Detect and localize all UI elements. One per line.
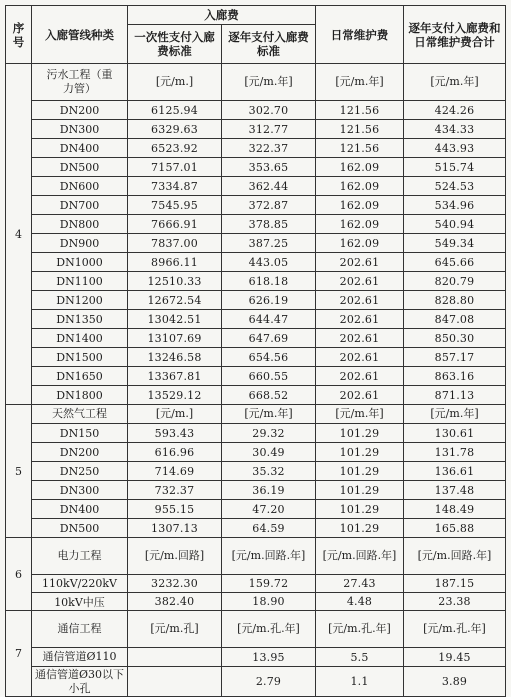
section-title-row [6,611,506,648]
maintenance-fee: 202.61 [316,329,404,348]
maintenance-fee: 202.61 [316,291,404,310]
total-fee: 137.48 [404,481,506,500]
annual-fee: 18.90 [222,593,316,611]
pipe-spec: DN150 [32,424,128,443]
annual-fee: 29.32 [222,424,316,443]
annual-fee: 644.47 [222,310,316,329]
table-row [6,386,506,405]
maintenance-fee: 162.09 [316,177,404,196]
one-time-fee: 13529.12 [128,386,222,405]
unit-label: [元/m.孔.年] [316,611,404,648]
header-one-time: 一次性支付入廊费标准 [128,25,222,64]
annual-fee: 443.05 [222,253,316,272]
annual-fee: 36.19 [222,481,316,500]
unit-label: [元/m.年] [404,405,506,424]
total-fee: 540.94 [404,215,506,234]
one-time-fee [128,667,222,697]
table-row [6,139,506,158]
one-time-fee: 955.15 [128,500,222,519]
annual-fee: 30.49 [222,443,316,462]
pipe-spec: DN1500 [32,348,128,367]
unit-label: [元/m.] [128,64,222,101]
one-time-fee: 8966.11 [128,253,222,272]
total-fee: 148.49 [404,500,506,519]
maintenance-fee: 101.29 [316,443,404,462]
annual-fee: 64.59 [222,519,316,538]
total-fee: 424.26 [404,101,506,120]
total-fee: 443.93 [404,139,506,158]
one-time-fee: 1307.13 [128,519,222,538]
section-title: 污水工程（重力管） [32,64,128,101]
annual-fee: 378.85 [222,215,316,234]
one-time-fee: 6329.63 [128,120,222,139]
annual-fee: 35.32 [222,462,316,481]
table-row [6,667,506,697]
pipe-spec: DN800 [32,215,128,234]
table-row [6,500,506,519]
total-fee: 847.08 [404,310,506,329]
table-row [6,234,506,253]
header-maintenance: 日常维护费 [316,6,404,64]
table-row [6,462,506,481]
unit-label: [元/m.回路.年] [316,538,404,575]
one-time-fee: 593.43 [128,424,222,443]
annual-fee: 159.72 [222,575,316,593]
pipe-spec: DN700 [32,196,128,215]
maintenance-fee: 101.29 [316,500,404,519]
pipe-spec: 110kV/220kV [32,575,128,593]
table-row [6,120,506,139]
one-time-fee [128,648,222,667]
maintenance-fee: 202.61 [316,348,404,367]
maintenance-fee: 202.61 [316,367,404,386]
total-fee: 3.89 [404,667,506,697]
total-fee: 857.17 [404,348,506,367]
unit-label: [元/m.] [128,405,222,424]
pipe-spec: DN500 [32,519,128,538]
unit-label: [元/m.回路.年] [404,538,506,575]
pipe-spec: DN1800 [32,386,128,405]
unit-label: [元/m.回路.年] [222,538,316,575]
table-row [6,575,506,593]
total-fee: 187.15 [404,575,506,593]
unit-label: [元/m.年] [316,64,404,101]
one-time-fee: 616.96 [128,443,222,462]
maintenance-fee: 101.29 [316,519,404,538]
one-time-fee: 13246.58 [128,348,222,367]
pipe-spec: DN300 [32,120,128,139]
table-row [6,443,506,462]
pipe-spec: DN1350 [32,310,128,329]
table-row [6,177,506,196]
table-row [6,367,506,386]
table-row [6,424,506,443]
maintenance-fee: 101.29 [316,424,404,443]
table-row [6,215,506,234]
table-row [6,593,506,611]
one-time-fee: 7545.95 [128,196,222,215]
maintenance-fee: 27.43 [316,575,404,593]
annual-fee: 322.37 [222,139,316,158]
section-title: 天然气工程 [32,405,128,424]
maintenance-fee: 162.09 [316,234,404,253]
one-time-fee: 7334.87 [128,177,222,196]
annual-fee: 626.19 [222,291,316,310]
pipe-spec: DN1000 [32,253,128,272]
pipe-spec: 通信管道Ø110 [32,648,128,667]
total-fee: 19.45 [404,648,506,667]
total-fee: 871.13 [404,386,506,405]
total-fee: 130.61 [404,424,506,443]
maintenance-fee: 101.29 [316,462,404,481]
annual-fee: 353.65 [222,158,316,177]
section-seq: 7 [6,611,32,697]
header-entry-fee: 入廊费 [128,6,316,25]
section-seq: 4 [6,64,32,405]
maintenance-fee: 4.48 [316,593,404,611]
total-fee: 828.80 [404,291,506,310]
header-total: 逐年支付入廊费和日常维护费合计 [404,6,506,64]
header-annual: 逐年支付入廊费标准 [222,25,316,64]
unit-label: [元/m.孔.年] [404,611,506,648]
pipe-spec: DN300 [32,481,128,500]
annual-fee: 660.55 [222,367,316,386]
maintenance-fee: 121.56 [316,101,404,120]
section-title-row [6,64,506,101]
header-row-1 [6,6,506,25]
one-time-fee: 382.40 [128,593,222,611]
total-fee: 549.34 [404,234,506,253]
annual-fee: 362.44 [222,177,316,196]
section-title-row [6,538,506,575]
one-time-fee: 3232.30 [128,575,222,593]
total-fee: 165.88 [404,519,506,538]
pipe-spec: 10kV中压 [32,593,128,611]
section-title: 电力工程 [32,538,128,575]
total-fee: 524.53 [404,177,506,196]
pipe-spec: DN900 [32,234,128,253]
pipe-spec: DN1400 [32,329,128,348]
table-row [6,253,506,272]
one-time-fee: 7666.91 [128,215,222,234]
unit-label: [元/m.孔] [128,611,222,648]
section-title: 通信工程 [32,611,128,648]
table-row [6,310,506,329]
pipe-spec: DN200 [32,443,128,462]
table-row [6,291,506,310]
total-fee: 434.33 [404,120,506,139]
total-fee: 23.38 [404,593,506,611]
maintenance-fee: 121.56 [316,120,404,139]
total-fee: 131.78 [404,443,506,462]
section-title-row [6,405,506,424]
table-row [6,272,506,291]
maintenance-fee: 162.09 [316,196,404,215]
total-fee: 515.74 [404,158,506,177]
pipe-spec: DN400 [32,500,128,519]
total-fee: 850.30 [404,329,506,348]
maintenance-fee: 121.56 [316,139,404,158]
table-row [6,158,506,177]
one-time-fee: 13107.69 [128,329,222,348]
unit-label: [元/m.孔.年] [222,611,316,648]
maintenance-fee: 202.61 [316,272,404,291]
one-time-fee: 7157.01 [128,158,222,177]
pipe-spec: DN250 [32,462,128,481]
total-fee: 136.61 [404,462,506,481]
table-row [6,519,506,538]
table-row [6,196,506,215]
unit-label: [元/m.年] [404,64,506,101]
table-row [6,481,506,500]
unit-label: [元/m.年] [222,405,316,424]
unit-label: [元/m.年] [222,64,316,101]
maintenance-fee: 5.5 [316,648,404,667]
maintenance-fee: 1.1 [316,667,404,697]
annual-fee: 13.95 [222,648,316,667]
pipe-spec: DN1650 [32,367,128,386]
one-time-fee: 732.37 [128,481,222,500]
annual-fee: 47.20 [222,500,316,519]
one-time-fee: 12510.33 [128,272,222,291]
maintenance-fee: 162.09 [316,158,404,177]
annual-fee: 618.18 [222,272,316,291]
total-fee: 863.16 [404,367,506,386]
fee-table [5,5,506,697]
one-time-fee: 714.69 [128,462,222,481]
section-seq: 6 [6,538,32,611]
table-row [6,648,506,667]
annual-fee: 668.52 [222,386,316,405]
one-time-fee: 13367.81 [128,367,222,386]
table-row [6,101,506,120]
unit-label: [元/m.回路] [128,538,222,575]
pipe-spec: 通信管道Ø30以下小孔 [32,667,128,697]
annual-fee: 654.56 [222,348,316,367]
table-row [6,329,506,348]
one-time-fee: 13042.51 [128,310,222,329]
pipe-spec: DN200 [32,101,128,120]
table-row [6,348,506,367]
maintenance-fee: 202.61 [316,386,404,405]
maintenance-fee: 162.09 [316,215,404,234]
pipe-spec: DN1100 [32,272,128,291]
maintenance-fee: 202.61 [316,310,404,329]
fee-table-body [6,64,506,697]
total-fee: 820.79 [404,272,506,291]
one-time-fee: 7837.00 [128,234,222,253]
pipe-spec: DN1200 [32,291,128,310]
pipe-spec: DN500 [32,158,128,177]
annual-fee: 2.79 [222,667,316,697]
header-type: 入廊管线种类 [32,6,128,64]
maintenance-fee: 101.29 [316,481,404,500]
maintenance-fee: 202.61 [316,253,404,272]
section-seq: 5 [6,405,32,538]
header-seq: 序号 [6,6,32,64]
pipe-spec: DN600 [32,177,128,196]
unit-label: [元/m.年] [316,405,404,424]
annual-fee: 302.70 [222,101,316,120]
total-fee: 534.96 [404,196,506,215]
one-time-fee: 6125.94 [128,101,222,120]
total-fee: 645.66 [404,253,506,272]
annual-fee: 372.87 [222,196,316,215]
annual-fee: 387.25 [222,234,316,253]
one-time-fee: 6523.92 [128,139,222,158]
annual-fee: 312.77 [222,120,316,139]
annual-fee: 647.69 [222,329,316,348]
pipe-spec: DN400 [32,139,128,158]
one-time-fee: 12672.54 [128,291,222,310]
